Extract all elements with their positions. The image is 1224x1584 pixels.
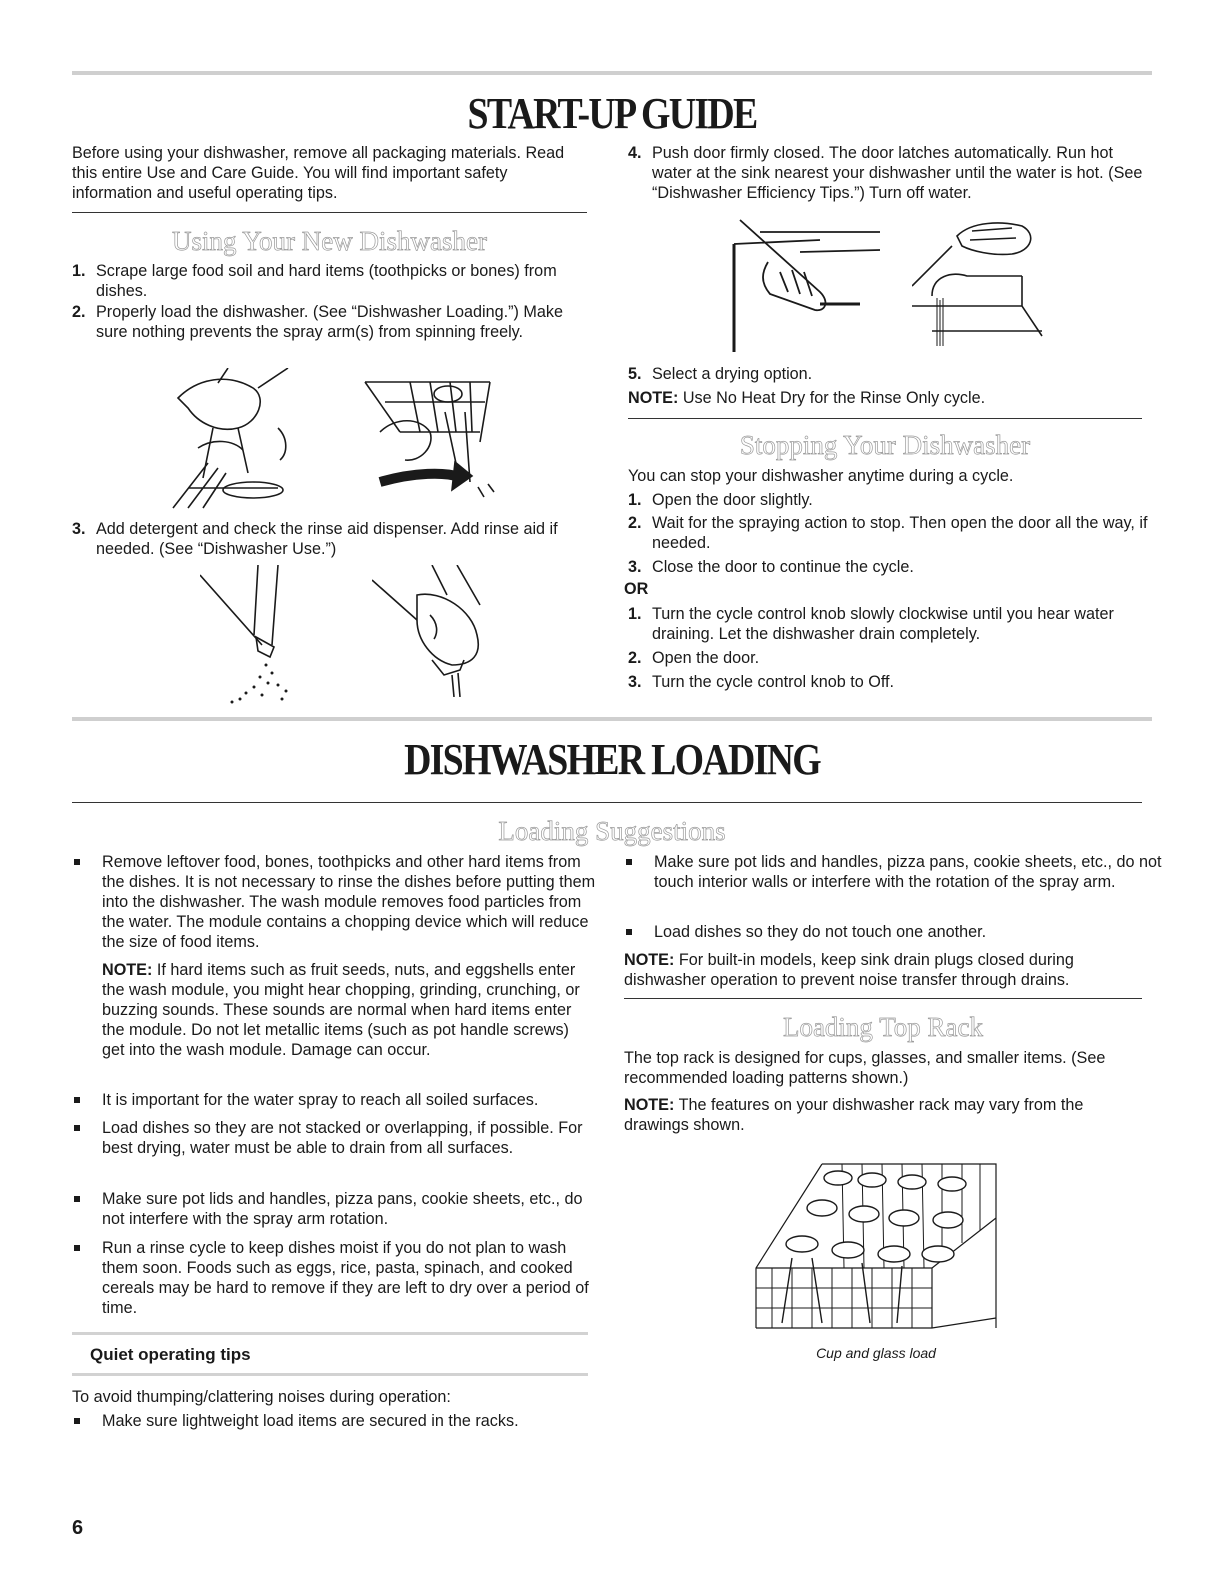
suggestion-note-2 [624,950,1139,990]
startup-intro: Before using your dishwasher, remove all packaging materials. Read this entire Use and Care Guide. You will find important safety information and useful operating tips. [72,144,565,202]
loading-top-rule [72,717,1152,721]
using-step-4 [628,143,1157,203]
step-number: 3. [72,520,86,538]
bullet-text: Load dishes so they do not touch one another. [654,923,987,941]
rinse-aid-illustration [372,565,492,697]
step-text: Push door firmly closed. The door latches automatically. Run hot water at the sink nearest your dishwasher until the water is hot. (See “Dishwasher Efficiency Tips.”) Turn off water. [652,144,1143,202]
bullet-text: Make sure pot lids and handles, pizza pans, cookie sheets, etc., do not touch interior walls or interfere with the rotation of the spray arm. [654,853,1162,891]
suggestion-note-1 [102,960,580,1060]
step-text: Select a drying option. [652,365,813,383]
bullet-square-icon [74,1125,80,1131]
step-text: Open the door. [652,649,760,667]
bullet-text: Run a rinse cycle to keep dishes moist if you do not plan to wash them soon. Foods such as eggs, rice, pasta, spinach, and cooked cereals may be hard to remove if they are left to dry over a period of time. [102,1239,589,1317]
bullet-square-icon [74,1245,80,1251]
intro-divider [72,212,587,213]
step-number: 3. [628,558,642,576]
detergent-illustration [200,565,310,705]
quiet-heading: Quiet operating tips [90,1345,251,1364]
bullet-square-icon [74,1097,80,1103]
step-text: Open the door slightly. [652,491,813,509]
top-rack-heading: Loading Top Rack [782,1012,984,1042]
using-step-2 [72,302,596,342]
stopping-heading: Stopping Your Dishwasher [739,430,1031,460]
stopping-step-b3 [628,672,1157,692]
note-text: The features on your dishwasher rack may vary from the drawings shown. [624,1096,1084,1134]
suggestion-bullet-right-1 [624,852,1169,892]
note-label: NOTE: [102,961,153,979]
step-text: Wait for the spraying action to stop. Then open the door all the way, if needed. [652,514,1148,552]
cup-glass-rack-illustration [752,1158,1000,1336]
quiet-intro: To avoid thumping/clattering noises during operation: [72,1388,451,1406]
note-label: NOTE: [624,951,675,969]
stopping-step-b1 [628,604,1157,644]
page-number: 6 [72,1517,84,1539]
quiet-top-rule [72,1332,588,1335]
step-text: Properly load the dishwasher. (See “Dishwasher Loading.”) Make sure nothing prevents the spray arm(s) from spinning freely. [96,303,563,341]
step-number: 5. [628,365,642,383]
bullet-square-icon [626,929,632,935]
bullet-text: Make sure pot lids and handles, pizza pans, cookie sheets, etc., do not interfere with the spray arm rotation. [102,1190,583,1228]
using-note [628,388,1133,408]
load-rack-illustration [360,372,500,508]
step-number: 3. [628,673,642,691]
suggestion-bullet-right-2 [624,922,1169,942]
suggestions-heading: Loading Suggestions [498,816,726,846]
step-text: Scrape large food soil and hard items (toothpicks or bones) from dishes. [96,262,557,300]
using-step-3 [72,519,596,559]
bullet-square-icon [74,859,80,865]
faucet-illustration [912,216,1052,348]
bullet-text: Remove leftover food, bones, toothpicks and other hard items from the dishes. It is not necessary to rinse the dishes before putting them into the dishwasher. The wash module removes food particles from the water. The module contains a chopping device which will reduce the size of food items. [102,853,596,951]
rack-caption: Cup and glass load [816,1345,936,1361]
using-heading: Using Your New Dishwasher [172,226,487,256]
suggestion-bullet-4 [72,1189,602,1229]
step-number: 1. [72,262,86,280]
close-door-illustration [730,212,886,354]
stopping-step-a1 [628,490,1157,510]
quiet-bottom-rule [72,1373,588,1376]
bullet-square-icon [74,1418,80,1424]
note-text: Use No Heat Dry for the Rinse Only cycle. [678,389,986,407]
step-text: Turn the cycle control knob to Off. [652,673,895,691]
loading-rule [72,802,1142,803]
bullet-text: Make sure lightweight load items are secured in the racks. [102,1412,519,1430]
step-number: 2. [628,649,642,667]
step-number: 2. [72,303,86,321]
step-number: 1. [628,605,642,623]
bullet-text: Load dishes so they are not stacked or overlapping, if possible. For best drying, water must be able to drain from all surfaces. [102,1119,583,1157]
note-label: NOTE: [628,389,679,407]
or-label: OR [624,580,649,598]
quiet-bullet [72,1411,612,1431]
step-number: 4. [628,144,642,162]
startup-title: START-UP GUIDE [467,89,757,138]
bullet-square-icon [626,859,632,865]
stopping-intro: You can stop your dishwasher anytime during a cycle. [628,467,1014,485]
stopping-divider [628,418,1142,419]
stopping-step-a3 [628,557,1157,577]
bullet-square-icon [74,1196,80,1202]
suggestion-bullet-1 [72,852,602,952]
step-text: Turn the cycle control knob slowly clockwise until you hear water draining. Let the dishwasher drain completely. [652,605,1114,643]
suggestion-bullet-3 [72,1118,602,1158]
stopping-step-b2 [628,648,1157,668]
top-rack-intro: The top rack is designed for cups, glasses, and smaller items. (See recommended loading patterns shown.) [624,1049,1106,1087]
stopping-step-a2 [628,513,1157,553]
loading-title: DISHWASHER LOADING [404,735,820,784]
note-label: NOTE: [624,1096,675,1114]
step-number: 2. [628,514,642,532]
using-step-1 [72,261,596,301]
bullet-text: It is important for the water spray to reach all soiled surfaces. [102,1091,539,1109]
step-text: Add detergent and check the rinse aid dispenser. Add rinse aid if needed. (See “Dishwasher Use.”) [96,520,558,558]
using-step-5 [628,364,1157,384]
step-number: 1. [628,491,642,509]
top-rule [72,71,1152,75]
suggestion-bullet-2 [72,1090,622,1110]
step-text: Close the door to continue the cycle. [652,558,914,576]
scrape-dishes-illustration [158,368,308,510]
top-rack-divider [624,998,1142,999]
suggestion-bullet-5 [72,1238,602,1318]
note-text: For built-in models, keep sink drain plugs closed during dishwasher operation to prevent noise transfer through drains. [624,951,1074,989]
note-text: If hard items such as fruit seeds, nuts, and eggshells enter the wash module, you might hear chopping, grinding, crunching, or buzzing sounds. These sounds are normal when hard items enter the module. Do not let metallic items (such as pot handle screws) get into the wash module. Damage can occur. [102,961,580,1059]
top-rack-note [624,1095,1139,1135]
